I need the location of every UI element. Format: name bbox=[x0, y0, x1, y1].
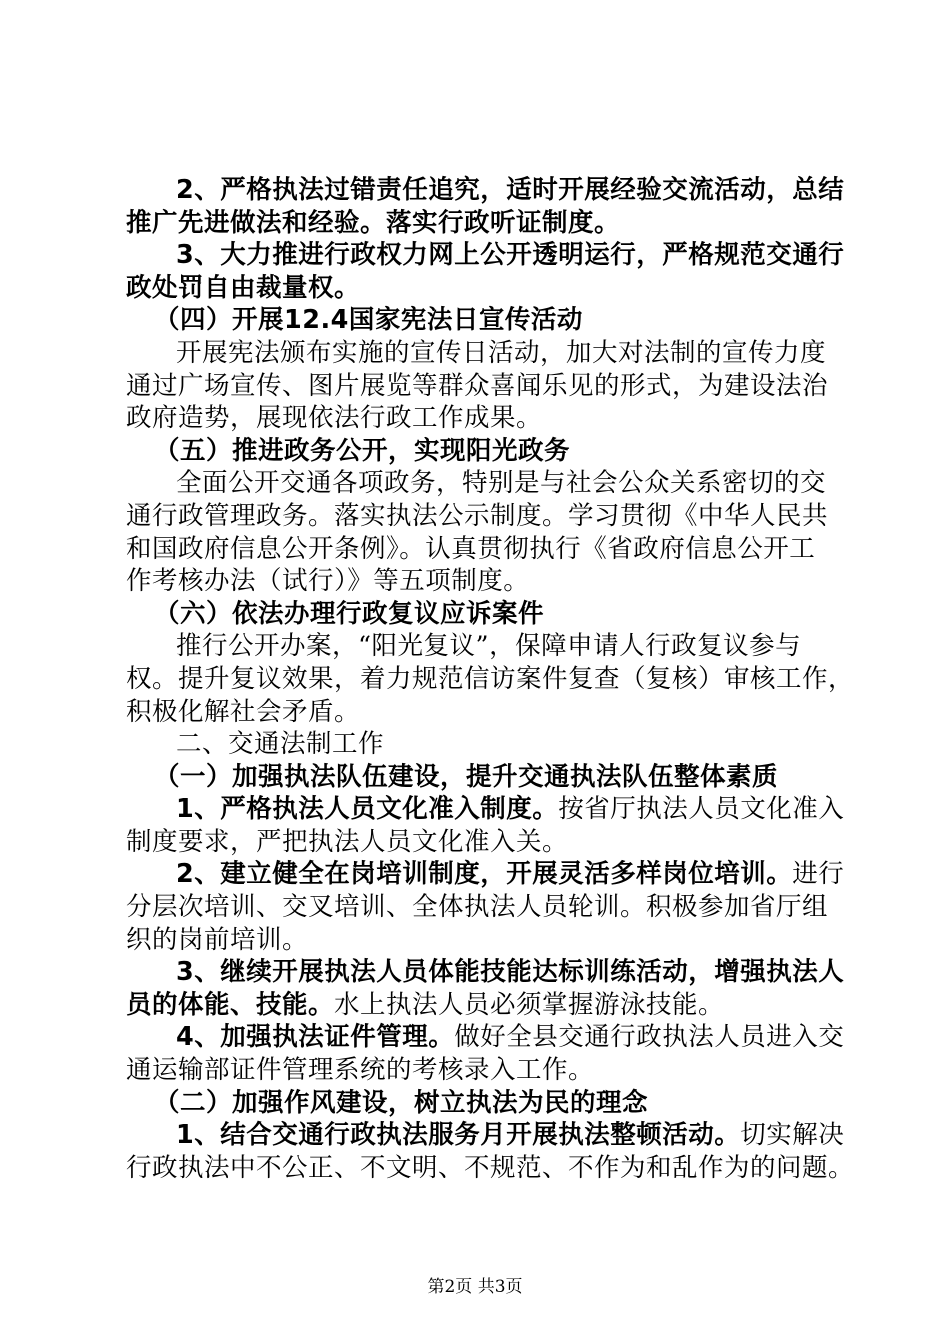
bold-lead-text: 1、结合交通行政执法服务月开展执法整顿活动。 bbox=[176, 1120, 741, 1151]
text-line bbox=[126, 1119, 845, 1152]
text-line: 二、交通法制工作 bbox=[176, 729, 385, 760]
text-line bbox=[126, 1152, 855, 1185]
text-line: 通过广场宣传、图片展览等群众喜闻乐见的形式，为建设法治 bbox=[126, 370, 829, 401]
text-line: 政府造势，展现依法行政工作成果。 bbox=[126, 403, 543, 434]
body-text: 通运输部证件管理系统的考核录入工作。 bbox=[126, 1055, 595, 1086]
body-text: 进行 bbox=[792, 859, 845, 890]
body-text: 切实解决 bbox=[740, 1120, 845, 1151]
text-line bbox=[126, 793, 845, 826]
text-line: 3、大力推进行政权力网上公开透明运行，严格规范交通行 bbox=[176, 240, 845, 271]
text-line: 和国政府信息公开条例》。认真贯彻执行《省政府信息公开工 bbox=[126, 533, 816, 564]
document-body bbox=[126, 174, 855, 1184]
paragraph-block-a bbox=[126, 174, 855, 793]
text-line bbox=[126, 956, 845, 989]
bold-lead-text: 4、加强执法证件管理。 bbox=[176, 1022, 455, 1053]
text-line: 政处罚自由裁量权。 bbox=[126, 272, 361, 303]
body-text: 织的岗前培训。 bbox=[126, 924, 309, 955]
text-line: （四）开展12.4国家宪法日宣传活动 bbox=[154, 305, 583, 336]
text-line bbox=[126, 989, 836, 1022]
text-line: 权。提升复议效果，着力规范信访案件复查（复核）审核工作， bbox=[126, 663, 855, 694]
text-line bbox=[126, 924, 836, 957]
bold-lead-text: 2、建立健全在岗培训制度，开展灵活多样岗位培训。 bbox=[176, 859, 793, 890]
text-line bbox=[126, 826, 836, 859]
body-text: 分层次培训、交叉培训、全体执法人员轮训。积极参加省厅组 bbox=[126, 892, 829, 923]
text-line: （六）依法办理行政复议应诉案件 bbox=[154, 598, 545, 629]
text-line: 开展宪法颁布实施的宣传日活动，加大对法制的宣传力度 bbox=[176, 337, 827, 368]
body-text: 水上执法人员必须掌握游泳技能。 bbox=[334, 989, 725, 1020]
text-line bbox=[126, 891, 836, 924]
body-text: 行政执法中不公正、不文明、不规范、不作为和乱作为的问题。 bbox=[126, 1152, 855, 1183]
text-line: 通行政管理政务。落实执法公示制度。学习贯彻《中华人民共 bbox=[126, 500, 829, 531]
paragraph-block-c bbox=[126, 1119, 855, 1184]
body-text: 制度要求，严把执法人员文化准入关。 bbox=[126, 826, 569, 857]
text-line: （一）加强执法队伍建设，提升交通执法队伍整体素质 bbox=[154, 761, 779, 792]
bold-lead-text: 3、继续开展执法人员体能技能达标训练活动，增强执法人 bbox=[176, 957, 845, 988]
text-line: 推行公开办案，“阳光复议”，保障申请人行政复议参与 bbox=[176, 631, 802, 662]
text-line: （五）推进政务公开，实现阳光政务 bbox=[154, 435, 571, 466]
text-line bbox=[126, 858, 845, 891]
body-text: 按省厅执法人员文化准入 bbox=[558, 794, 845, 825]
text-line: 2、严格执法过错责任追究，适时开展经验交流活动，总结 bbox=[176, 175, 845, 205]
page-footer: 第2页 共3页 bbox=[427, 1277, 523, 1297]
body-text: 做好全县交通行政执法人员进入交 bbox=[454, 1022, 845, 1053]
text-line: 作考核办法（试行）》等五项制度。 bbox=[126, 566, 530, 597]
bold-lead-text: 1、严格执法人员文化准入制度。 bbox=[176, 794, 559, 825]
section-heading: （二）加强作风建设，树立执法为民的理念 bbox=[154, 1087, 649, 1118]
text-line bbox=[126, 1054, 836, 1087]
text-line: 推广先进做法和经验。落实行政听证制度。 bbox=[126, 207, 621, 238]
paragraph-block-b bbox=[126, 793, 845, 1086]
bold-lead-text: 员的体能、技能。 bbox=[126, 989, 335, 1020]
text-line: 积极化解社会矛盾。 bbox=[126, 696, 361, 727]
text-line: 全面公开交通各项政务，特别是与社会公众关系密切的交 bbox=[176, 468, 827, 499]
text-line bbox=[126, 1021, 845, 1054]
